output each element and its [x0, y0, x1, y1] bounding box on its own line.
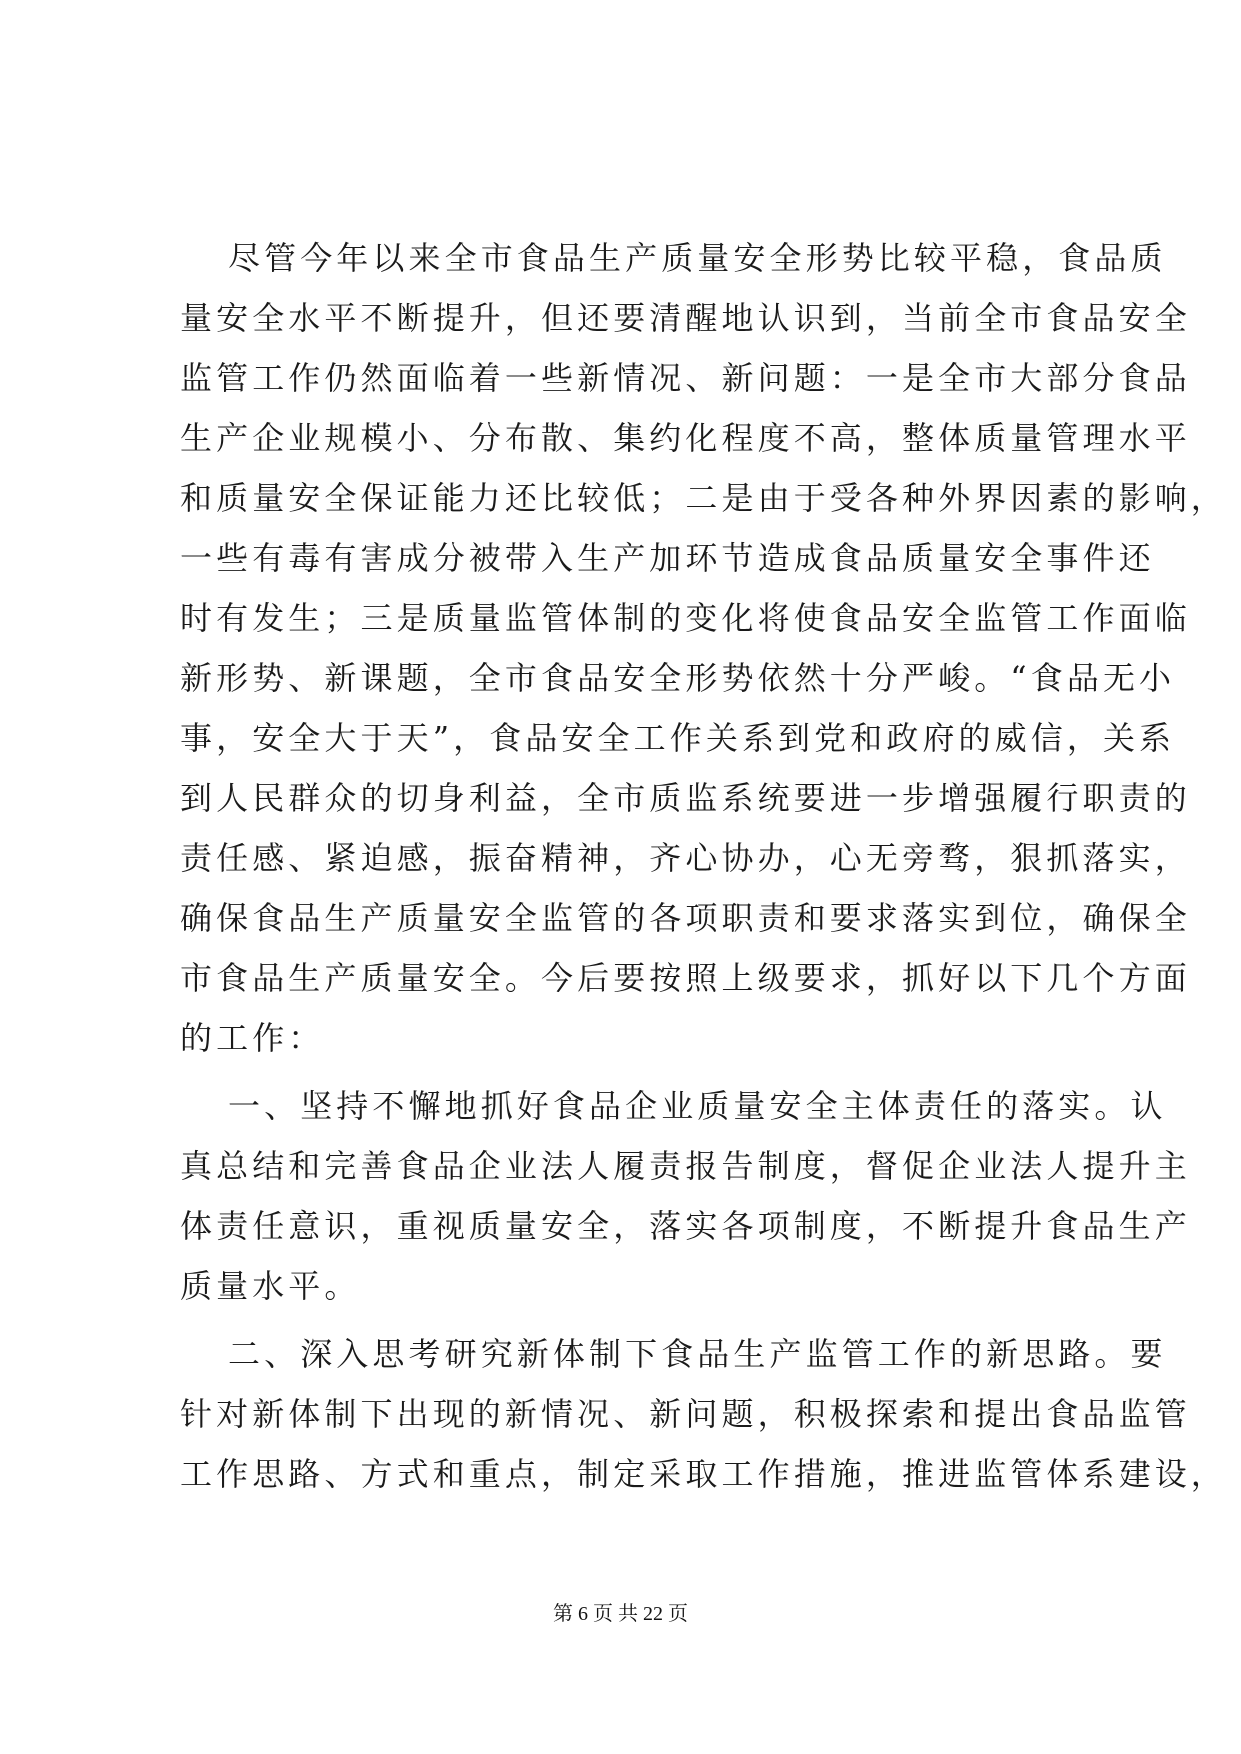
- text-line: 工作思路、方式和重点，制定采取工作措施，推进监管体系建设，: [180, 1455, 1227, 1493]
- text-line: 监管工作仍然面临着一些新情况、新问题：一是全市大部分食品: [180, 359, 1191, 397]
- text-line: 一些有毒有害成分被带入生产加环节造成食品质量安全事件还: [180, 539, 1155, 577]
- paragraph-gap: [180, 1316, 1080, 1324]
- text-line: 事，安全大于天”，食品安全工作关系到党和政府的威信，关系: [180, 719, 1176, 757]
- text-line: 新形势、新课题，全市食品安全形势依然十分严峻。“食品无小: [180, 659, 1176, 697]
- document-body: [180, 228, 1227, 1504]
- page-number-footer: 第 6 页 共 22 页: [553, 1603, 688, 1625]
- text-line: 二、深入思考研究新体制下食品生产监管工作的新思路。要: [228, 1335, 1167, 1373]
- text-line: 责任感、紧迫感，振奋精神，齐心协办，心无旁骛，狠抓落实，: [180, 839, 1191, 877]
- text-line: 尽管今年以来全市食品生产质量安全形势比较平稳，食品质: [228, 239, 1167, 277]
- text-line: 到人民群众的切身利益，全市质监系统要进一步增强履行职责的: [180, 779, 1191, 817]
- paragraph-2: [180, 1076, 1191, 1316]
- text-line: 和质量安全保证能力还比较低；二是由于受各种外界因素的影响，: [180, 479, 1227, 517]
- paragraph-1: [180, 228, 1227, 1068]
- text-line: 时有发生；三是质量监管体制的变化将使食品安全监管工作面临: [180, 599, 1191, 637]
- text-line: 针对新体制下出现的新情况、新问题，积极探索和提出食品监管: [180, 1395, 1191, 1433]
- text-line: 体责任意识，重视质量安全，落实各项制度，不断提升食品生产: [180, 1207, 1191, 1245]
- text-line: 质量水平。: [180, 1267, 361, 1305]
- text-line: 量安全水平不断提升，但还要清醒地认识到，当前全市食品安全: [180, 299, 1191, 337]
- text-line: 真总结和完善食品企业法人履责报告制度，督促企业法人提升主: [180, 1147, 1191, 1185]
- text-line: 生产企业规模小、分布散、集约化程度不高，整体质量管理水平: [180, 419, 1191, 457]
- text-line: 确保食品生产质量安全监管的各项职责和要求落实到位，确保全: [180, 899, 1191, 937]
- text-line: 市食品生产质量安全。今后要按照上级要求，抓好以下几个方面: [180, 959, 1191, 997]
- text-line: 一、坚持不懈地抓好食品企业质量安全主体责任的落实。认: [228, 1087, 1167, 1125]
- paragraph-3: [180, 1324, 1227, 1504]
- text-line: 的工作：: [180, 1019, 325, 1057]
- paragraph-gap: [180, 1068, 1080, 1076]
